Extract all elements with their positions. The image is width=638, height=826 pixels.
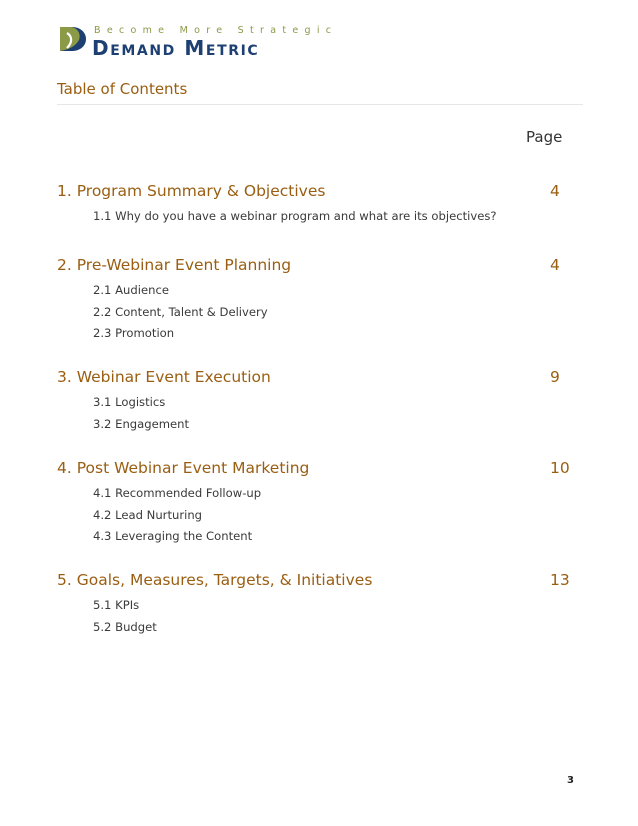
toc-subsection[interactable]: 4.1 Recommended Follow-up <box>93 486 262 500</box>
toc-section-title[interactable]: 4. Post Webinar Event Marketing <box>57 459 310 477</box>
logo-brand-name: Demand Metric <box>92 36 260 60</box>
toc-subsection[interactable]: 3.2 Engagement <box>93 416 190 431</box>
heading-divider <box>57 104 583 105</box>
toc-subsection[interactable]: 2.2 Content, Talent & Delivery <box>93 304 268 319</box>
toc-section-title[interactable]: 1. Program Summary & Objectives <box>57 182 326 200</box>
page-number: 3 <box>567 775 574 786</box>
toc-subsection[interactable]: 4.2 Lead Nurturing <box>93 507 203 522</box>
toc-section-4[interactable] <box>57 459 583 548</box>
toc-section-2[interactable] <box>57 256 583 345</box>
toc-section-page: 9 <box>550 368 560 386</box>
toc-heading: Table of Contents <box>57 80 188 98</box>
demand-metric-logo <box>58 24 338 60</box>
toc-section-page: 10 <box>550 459 570 477</box>
toc-section-5[interactable] <box>57 571 583 638</box>
toc-section-1[interactable] <box>57 182 583 228</box>
logo-tagline: Become More Strategic <box>94 25 338 36</box>
page-column-header: Page <box>526 128 563 146</box>
toc-section-title[interactable]: 5. Goals, Measures, Targets, & Initiatives <box>57 571 373 589</box>
logo-mark-icon <box>58 24 88 54</box>
toc-subsection[interactable]: 2.3 Promotion <box>93 326 175 340</box>
toc-subsection[interactable]: 3.1 Logistics <box>93 395 166 409</box>
toc-subsection[interactable]: 2.1 Audience <box>93 283 169 297</box>
toc-subsection[interactable]: 5.1 KPIs <box>93 598 140 612</box>
toc-section-title[interactable]: 3. Webinar Event Execution <box>57 368 271 386</box>
toc-subsection[interactable]: 4.3 Leveraging the Content <box>93 529 253 543</box>
toc-section-3[interactable] <box>57 368 583 435</box>
toc-section-page: 4 <box>550 182 560 200</box>
toc-subsection[interactable]: 1.1 Why do you have a webinar program and what are its objectives? <box>93 209 497 223</box>
toc-section-page: 13 <box>550 571 570 589</box>
toc-section-page: 4 <box>550 256 560 274</box>
toc-subsection[interactable]: 5.2 Budget <box>93 619 157 634</box>
toc-section-title[interactable]: 2. Pre-Webinar Event Planning <box>57 256 292 274</box>
